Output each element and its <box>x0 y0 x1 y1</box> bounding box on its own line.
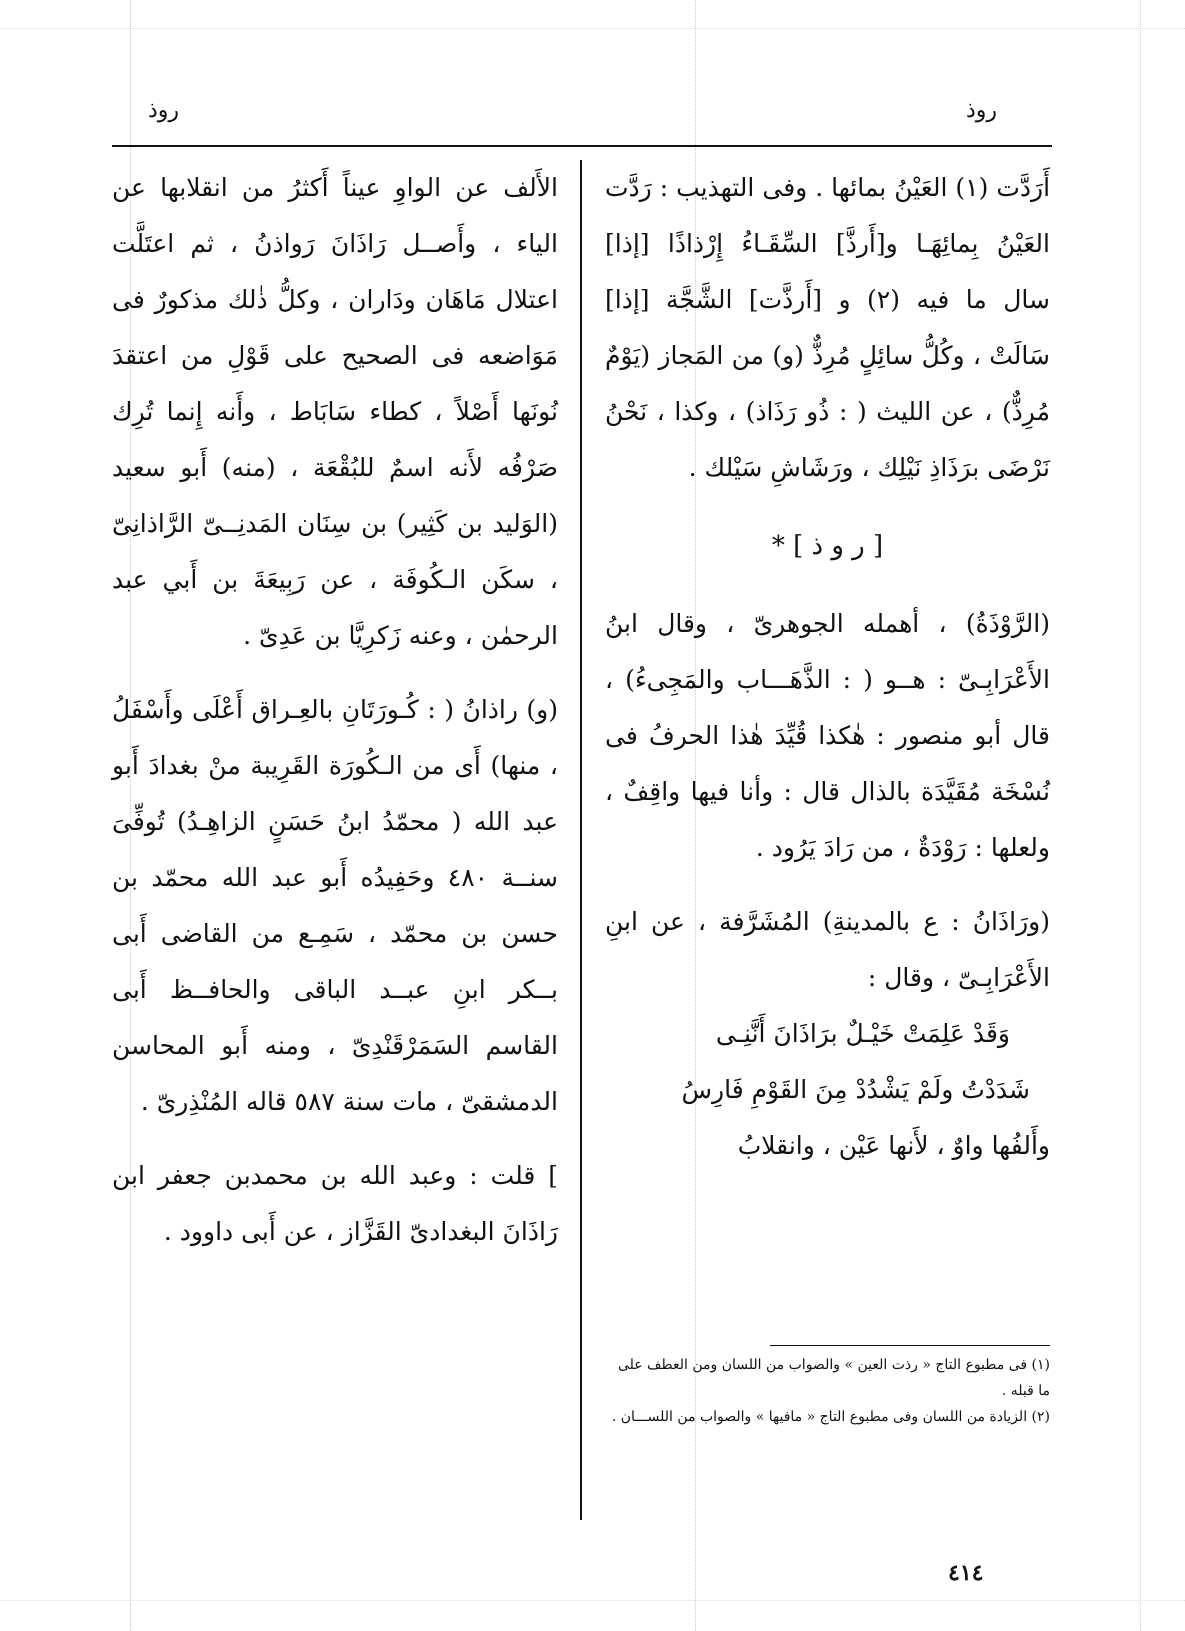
paragraph: ] قلت : وعبد الله بن محمدبن جعفر ابن رَاذَانَ البغدادىّ القَزَّاز ، عن أَبى داوود . <box>112 1161 558 1246</box>
running-head-right: روذ <box>965 98 997 123</box>
paragraph: (و) راذانُ ( : كُـورَتَانِ بالعِـراق أَعْلَى وأَسْفَلُ ، منها) أَى من الـكُورَة القَرِيبة منْ بغدادَ أَبو عبد الله ( محمّدُ ابنُ حَسَنٍ الزاهِـدُ) تُوفِّىَ سنــة ٤٨٠ وحَفِيدُه أَبو عبد الله محمّد بن حسن بن محمّد ، سَمِـع من القاضى أَبى بــكر ابنِ عبــد الباقى والحافــظ أَبى القاسم السَمَرْقَنْدِىّ ، ومنه أَبو المحاسن الدمشقىّ ، مات سنة ٥٨٧ قاله المُنْذِرىّ . <box>112 695 558 1116</box>
footnote: (١) فى مطبوع التاج « رذت العين » والصواب من اللسان ومن العطف على ما قبله . <box>617 1357 1050 1399</box>
footnote-rule <box>770 1345 1050 1346</box>
page-number: ٤١٤ <box>948 1560 984 1586</box>
footnote: (٢) الزيادة من اللسان وفى مطبوع التاج « مافيها » والصواب من اللســـان . <box>611 1409 1050 1425</box>
margin-guide <box>0 28 1185 29</box>
left-column <box>112 160 558 1260</box>
paragraph: وأَلفُها واوٌ ، لأَنها عَيْن ، وانقلابُ <box>737 1131 1050 1160</box>
paragraph: (ورَاذَانُ : ع بالمدينةِ) المُشَرَّفة ، عن ابنِ الأَعْرَابِـىّ ، وقال : <box>605 907 1050 992</box>
margin-guide <box>0 1600 1185 1601</box>
column-divider <box>580 160 582 1520</box>
margin-guide <box>1140 0 1141 1631</box>
entry-heading: [ ر و ذ ] * <box>771 531 884 561</box>
verse-line: وَقَدْ عَلِمَتْ خَيْـلٌ برَاذَانَ أَنَّنِـى <box>715 1019 1010 1048</box>
verse-line: شَدَدْتُ ولَمْ يَشْدُدْ مِنَ القَوْمِ فَارِسُ <box>681 1075 1030 1104</box>
header-rule <box>112 145 1052 147</box>
paragraph: الأَلف عن الواوِ عيناً أَكثرُ من انقلابها عن الياء ، وأَصــل رَاذَانَ رَواذنُ ، ثم اعتَلَّت اعتلال مَاهَان ودَاران ، وكلُّ ذٰلك مذكورٌ فى مَوَاضعه فى الصحيح على قَوْلِ من اعتقدَ نُونَها أَصْلاً ، كطاء سَابَاط ، وأَنه إِنما تُرِك صَرْفُه لأَنه اسمٌ للبُقْعَة ، (منه) أَبو سعيد (الوَليد بن كَثِير) بن سِنَان المَدنِــىّ الرَّاذانِىّ ، سكَن الـكُوفَة ، عن رَبِيعَةَ بن أَبي عبد الرحمٰن ، وعنه زَكرِيَّا بن عَدِىّ . <box>112 173 558 650</box>
paragraph: (الرَّوْذَةُ) ، أهمله الجوهرىّ ، وقال ابنُ الأَعْرَابِـىّ : هــو ( : الذَّهَـــاب والمَجِىءُ) ، قال أبو منصور : هٰكذا قُيِّدَ هٰذا الحرفُ فى نُسْخَة مُقَيَّدَة بالذال قال : وأنا فيها واقِفٌ ، ولعلها : رَوْدَةٌ ، من رَادَ يَرُود . <box>605 609 1050 862</box>
footnotes <box>605 1352 1050 1430</box>
running-head-left: روذ <box>148 98 180 123</box>
paragraph: أَرَدَّت (١) العَيْنُ بمائها . وفى التهذيب : رَدَّت العَيْنُ بِمائِهَـا و[أَرذَّ] السِّقَـاءُ إِرْذاذًا [إذا] سال ما فيه (٢) و [أَرذَّت] الشَّجَّة [إذا] سَالَتْ ، وكُلُّ سائِلٍ مُرِذٌّ (و) من المَجاز (يَوْمٌ مُرِذٌّ) ، عن الليث ( : ذُو رَذَاذ) ، وكذا ، نَحْنُ نَرْضَى برَذَاذِ نَيْلِك ، ورَشَاشِ سَيْلك . <box>605 173 1051 482</box>
right-column <box>605 160 1050 1174</box>
